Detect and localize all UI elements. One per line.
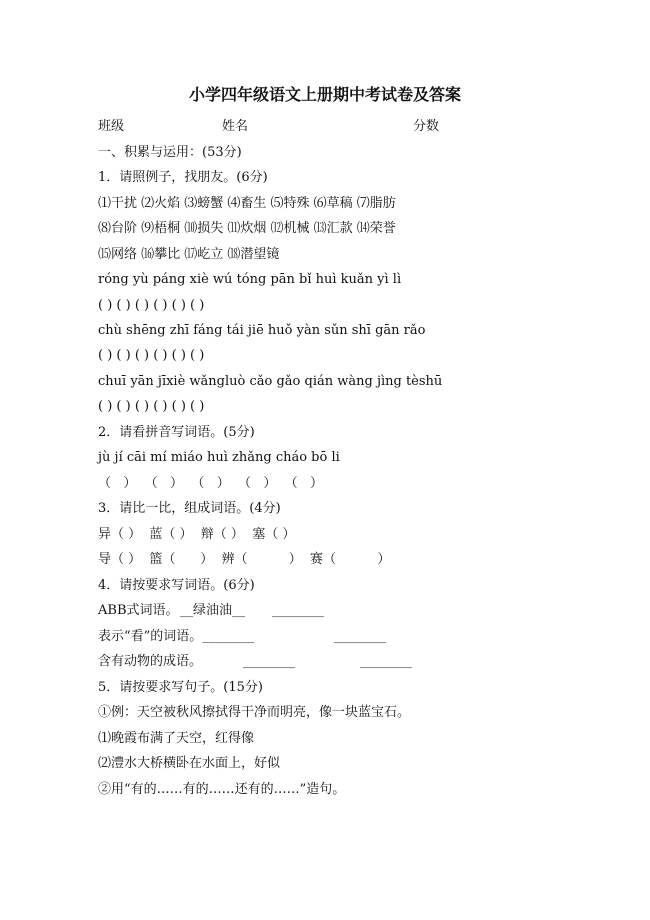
name-label: 姓名 (222, 119, 249, 134)
q3-prompt: 3．请比一比，组成词语。(4分) (98, 501, 281, 516)
q4-prompt: 4．请按要求写词语。(6分) (98, 578, 255, 593)
q4-abb-example: __绿油油__ (180, 603, 246, 618)
q4-look-label: 表示“看”的词语。________ (98, 629, 255, 644)
q1-words-line: ⑴干扰 ⑵火焰 ⑶螃蟹 ⑷畜生 ⑸特殊 ⑹草稿 ⑺脂肪 (98, 196, 396, 211)
q5-item: ⑵澧水大桥横卧在水面上，好似 (98, 756, 281, 771)
q5-prompt: 5．请按要求写句子。(15分) (98, 680, 263, 695)
q4-abb-label: ABB式词语。 (98, 603, 179, 618)
q4-animal-blank: ________ (243, 654, 295, 669)
q4-animal-blank: ________ (360, 654, 412, 669)
q5-example: ①例：天空被秋风擦拭得干净而明亮，像一块蓝宝石。 (98, 705, 411, 720)
q1-words-line: ⒂网络 ⒃攀比 ⒄屹立 ⒅潜望镜 (98, 247, 280, 262)
q1-prompt: 1．请照例子，找朋友。(6分) (98, 170, 268, 185)
section-heading: 一、积累与运用：(53分) (98, 145, 242, 160)
q1-blanks-line: ( ) ( ) ( ) ( ) ( ) ( ) (98, 298, 205, 313)
q2-pinyin-line: jù jí cāi mí miáo huì zhǎng cháo bō li (98, 450, 340, 465)
class-label: 班级 (98, 119, 125, 134)
score-label: 分数 (413, 119, 440, 134)
q4-look-blank: ________ (334, 629, 386, 644)
q1-blanks-line: ( ) ( ) ( ) ( ) ( ) ( ) (98, 399, 205, 414)
page-title: 小学四年级语文上册期中考试卷及答案 (188, 85, 461, 104)
q5-item: ⑴晚霞布满了天空，红得像 (98, 731, 255, 746)
q1-blanks-line: ( ) ( ) ( ) ( ) ( ) ( ) (98, 348, 205, 363)
q1-pinyin-line: róng yù páng xiè wú tóng pān bǐ huì kuǎn yì lì (98, 272, 402, 287)
q5-item: ②用“有的……有的……还有的……”造句。 (98, 782, 346, 797)
q3-row: 导（ ） 篮（ ） 辨（ ） 赛（ ） (98, 552, 391, 567)
q3-row: 异（ ） 蓝（ ） 辩（ ） 塞（ ） (98, 527, 296, 542)
q4-abb-blank: ________ (272, 603, 324, 618)
q1-pinyin-line: chù shēng zhī fáng tái jiē huǒ yàn sǔn shī gān rǎo (98, 323, 426, 338)
q1-words-line: ⑻台阶 ⑼梧桐 ⑽损失 ⑾炊烟 ⑿机械 ⒀汇款 ⒁荣誉 (98, 221, 396, 236)
q2-blanks-line: （ ） （ ） （ ） （ ） （ ） (98, 476, 324, 491)
q1-pinyin-line: chuī yān jīxiè wǎngluò cǎo gǎo qián wàng jìng tèshū (98, 374, 443, 389)
q2-prompt: 2．请看拼音写词语。(5分) (98, 425, 255, 440)
q4-animal-label: 含有动物的成语。 (98, 654, 203, 669)
